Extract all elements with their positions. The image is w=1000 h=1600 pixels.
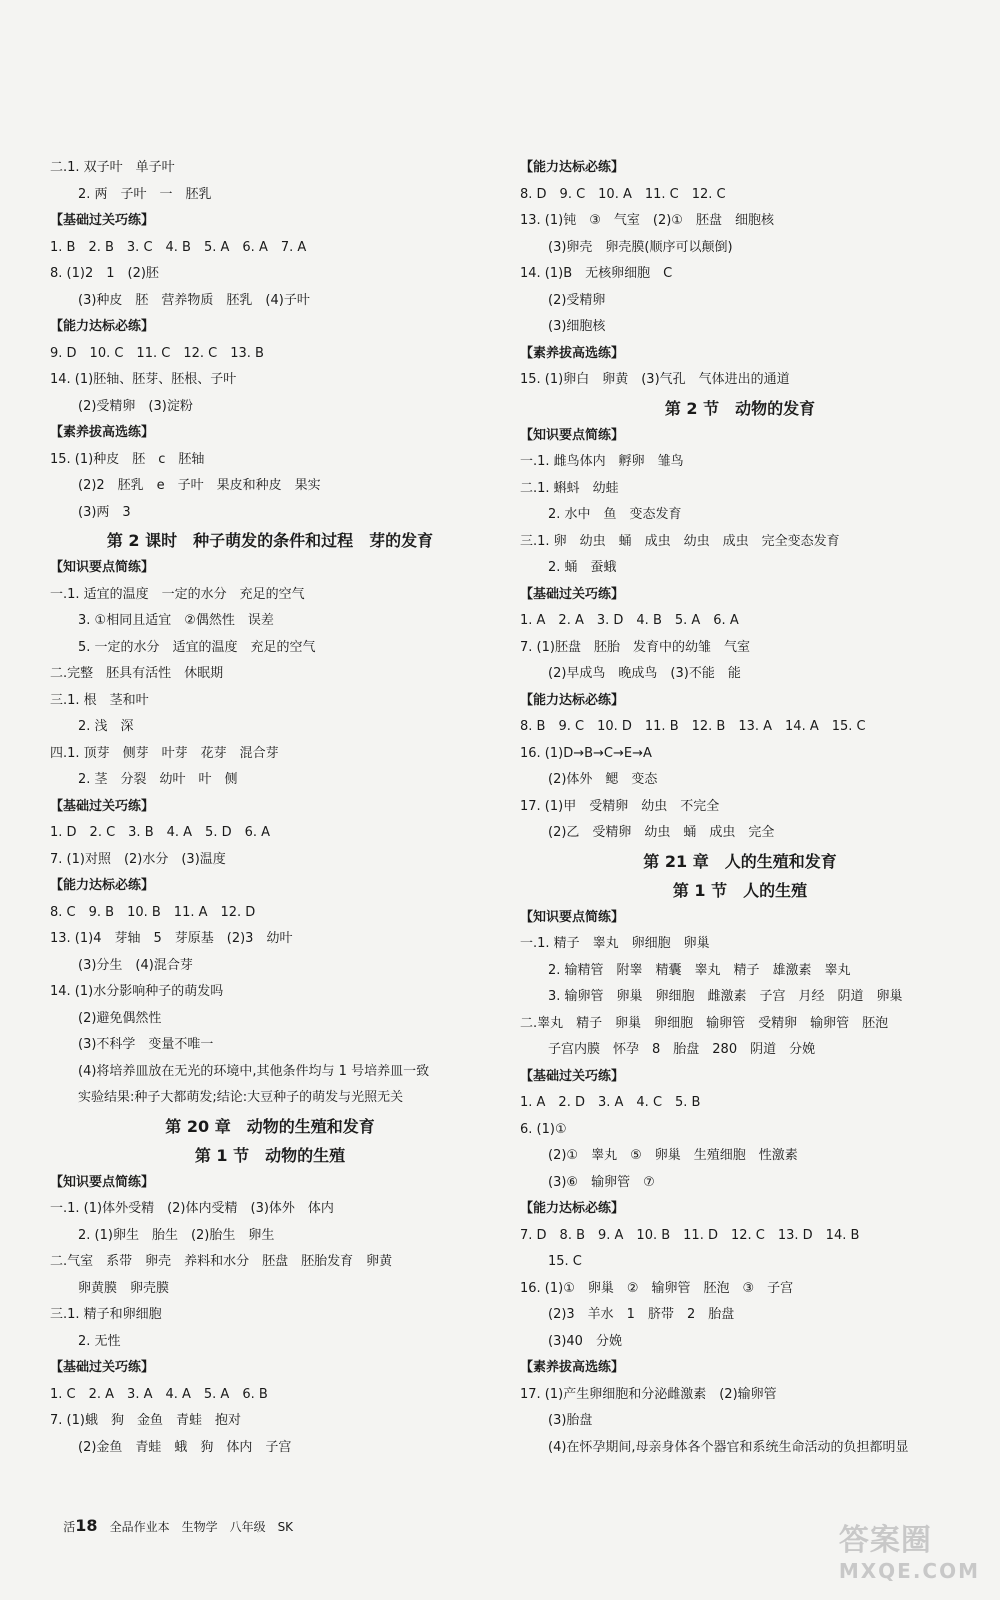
answer-line: 3. 输卵管 卵巢 卵细胞 雌激素 子宫 月经 阴道 卵巢	[548, 989, 903, 1004]
answer-line: 15. (1)卵白 卵黄 (3)气孔 气体进出的通道	[520, 372, 790, 387]
answer-line: 7. (1)蛾 狗 金鱼 青蛙 抱对	[50, 1413, 241, 1428]
answer-line: 二.睾丸 精子 卵巢 卵细胞 输卵管 受精卵 输卵管 胚泡	[520, 1015, 889, 1031]
exercise-heading: 【素养拔高选练】	[520, 1360, 625, 1375]
answer-line: 一.1. 精子 睾丸 卵细胞 卵巢	[520, 936, 710, 951]
section-title: 第 21 章 人的生殖和发育	[643, 851, 837, 871]
answer-line: 8. D 9. C 10. A 11. C 12. C	[520, 186, 726, 202]
answer-line: 一.1. 雌鸟体内 孵卵 雏鸟	[520, 454, 684, 469]
answer-line: 8. B 9. C 10. D 11. B 12. B 13. A 14. A 15. C	[520, 719, 866, 734]
answer-line: 二.完整 胚具有活性 休眠期	[50, 666, 224, 681]
answer-line: (2)3 羊水 1 脐带 2 胎盘	[548, 1307, 735, 1322]
answer-line: 7. (1)对照 (2)水分 (3)温度	[50, 851, 226, 867]
answer-line: 13. (1)4 芽轴 5 芽原基 (2)3 幼叶	[50, 931, 293, 946]
answer-line: 1. A 2. D 3. A 4. C 5. B	[520, 1095, 701, 1110]
section-title: 第 2 节 动物的发育	[664, 398, 816, 418]
answer-line: 1. C 2. A 3. A 4. A 5. A 6. B	[50, 1386, 268, 1402]
exercise-heading: 【知识要点简练】	[50, 560, 155, 575]
exercise-heading: 【基础过关巧练】	[50, 213, 155, 228]
answer-line: 14. (1)B 无核卵细胞 C	[520, 266, 673, 281]
section-title: 第 20 章 动物的生殖和发育	[165, 1116, 375, 1136]
answer-line: (2)乙 受精卵 幼虫 蛹 成虫 完全	[548, 825, 775, 840]
answer-line: 一.1. (1)体外受精 (2)体内受精 (3)体外 体内	[50, 1201, 334, 1216]
answer-line: 2. 无性	[78, 1333, 121, 1349]
exercise-heading: 【知识要点简练】	[520, 427, 625, 443]
exercise-heading: 【基础过关巧练】	[520, 1068, 625, 1084]
exercise-heading: 【素养拔高选练】	[50, 425, 155, 440]
book-title: 全品作业本 生物学 八年级 SK	[109, 1520, 294, 1534]
watermark-url: MXQE.COM	[838, 1559, 980, 1583]
section-title: 第 1 节 人的生殖	[672, 880, 808, 900]
answer-line: (2)金鱼 青蛙 蛾 狗 体内 子宫	[78, 1439, 292, 1455]
exercise-heading: 【基础过关巧练】	[50, 1360, 155, 1375]
answer-line: 2. 浅 深	[78, 719, 134, 734]
answer-line: 2. 蛹 蚕蛾	[548, 560, 617, 575]
answer-line: 卵黄膜 卵壳膜	[78, 1280, 170, 1296]
answer-line: 2. 茎 分裂 幼叶 叶 侧	[78, 772, 238, 787]
exercise-heading: 【能力达标必练】	[50, 878, 155, 893]
answer-line: 一.1. 适宜的温度 一定的水分 充足的空气	[50, 586, 305, 602]
answer-line: 三.1. 精子和卵细胞	[50, 1307, 162, 1322]
answer-line: 实验结果:种子大都萌发;结论:大豆种子的萌发与光照无关	[78, 1090, 404, 1105]
answer-line: (3)细胞核	[548, 319, 606, 334]
answer-line: (3)胎盘	[548, 1413, 593, 1428]
answer-line: (4)在怀孕期间,母亲身体各个器官和系统生命活动的负担都明显	[548, 1439, 909, 1455]
answer-line: 2. (1)卵生 胎生 (2)胎生 卵生	[78, 1227, 275, 1243]
answer-line: 15. C	[548, 1254, 582, 1269]
answer-line: (2)早成鸟 晚成鸟 (3)不能 能	[548, 666, 741, 681]
page-number: 18	[75, 1516, 98, 1535]
answer-line: (2)受精卵 (3)淀粉	[78, 398, 193, 414]
left-column	[50, 155, 490, 1461]
answer-line: (3)卵壳 卵壳膜(顺序可以颠倒)	[548, 239, 733, 255]
answer-line: (3)⑥ 输卵管 ⑦	[548, 1174, 655, 1190]
answer-line: 1. A 2. A 3. D 4. B 5. A 6. A	[520, 613, 739, 628]
exercise-heading: 【基础过关巧练】	[50, 798, 155, 814]
answer-line: 17. (1)甲 受精卵 幼虫 不完全	[520, 798, 720, 814]
answer-line: 四.1. 顶芽 侧芽 叶芽 花芽 混合芽	[50, 745, 279, 761]
exercise-heading: 【能力达标必练】	[50, 319, 155, 334]
exercise-heading: 【基础过关巧练】	[520, 586, 625, 602]
answer-line: 2. 两 子叶 一 胚乳	[78, 186, 212, 202]
answer-line: 13. (1)钝 ③ 气室 (2)① 胚盘 细胞核	[520, 213, 774, 228]
answer-line: (2)体外 鳃 变态	[548, 772, 658, 787]
exercise-heading: 【能力达标必练】	[520, 160, 625, 175]
answer-line: 三.1. 根 茎和叶	[50, 692, 149, 708]
answer-line: 子宫内膜 怀孕 8 胎盘 280 阴道 分娩	[548, 1042, 816, 1057]
exercise-heading: 【知识要点简练】	[50, 1174, 155, 1190]
answer-line: 9. D 10. C 11. C 12. C 13. B	[50, 345, 264, 361]
answer-line: 14. (1)胚轴、胚芽、胚根、子叶	[50, 372, 237, 387]
answer-line: (2)① 睾丸 ⑤ 卵巢 生殖细胞 性激素	[548, 1148, 798, 1163]
answer-line: (2)2 胚乳 e 子叶 果皮和种皮 果实	[78, 478, 321, 493]
right-column	[520, 155, 960, 1461]
answer-line: 二.气室 系带 卵壳 养料和水分 胚盘 胚胎发育 卵黄	[50, 1254, 393, 1269]
exercise-heading: 【知识要点简练】	[520, 909, 625, 925]
watermark-text: 答案圈	[838, 1523, 932, 1558]
answer-line: 17. (1)产生卵细胞和分泌雌激素 (2)输卵管	[520, 1386, 777, 1402]
answer-line: (3)分生 (4)混合芽	[78, 957, 193, 973]
answer-line: 8. (1)2 1 (2)胚	[50, 266, 159, 281]
section-title: 第 1 节 动物的生殖	[194, 1145, 346, 1165]
answer-line: 16. (1)① 卵巢 ② 输卵管 胚泡 ③ 子宫	[520, 1280, 794, 1296]
exercise-heading: 【素养拔高选练】	[520, 345, 625, 361]
answer-line: 1. B 2. B 3. C 4. B 5. A 6. A 7. A	[50, 239, 307, 255]
answer-line: 1. D 2. C 3. B 4. A 5. D 6. A	[50, 825, 271, 840]
exercise-heading: 【能力达标必练】	[520, 692, 625, 708]
section-title: 第 2 课时 种子萌发的条件和过程 芽的发育	[106, 531, 434, 550]
answer-line: 2. 输精管 附睾 精囊 睾丸 精子 雄激素 睾丸	[548, 962, 851, 978]
answer-line: (3)两 3	[78, 504, 131, 520]
footer-prefix: 活	[63, 1520, 76, 1534]
answer-line: 14. (1)水分影响种子的萌发吗	[50, 984, 224, 999]
answer-line: 二.1. 双子叶 单子叶	[50, 160, 175, 175]
answer-line: 三.1. 卵 幼虫 蛹 成虫 幼虫 成虫 完全变态发育	[520, 533, 840, 549]
watermark-logo	[839, 1515, 980, 1583]
answer-line: 6. (1)①	[520, 1121, 567, 1137]
page-footer	[48, 1502, 293, 1549]
answer-line: 7. (1)胚盘 胚胎 发育中的幼雏 气室	[520, 639, 750, 655]
answer-line: 5. 一定的水分 适宜的温度 充足的空气	[78, 639, 316, 655]
answer-line: (4)将培养皿放在无光的环境中,其他条件均与 1 号培养皿一致	[78, 1063, 430, 1079]
answer-line: (3)40 分娩	[548, 1333, 622, 1349]
answer-line: 8. C 9. B 10. B 11. A 12. D	[50, 904, 256, 920]
answer-line: (3)种皮 胚 营养物质 胚乳 (4)子叶	[78, 292, 310, 308]
answer-line: (2)受精卵	[548, 292, 606, 308]
answer-line: 2. 水中 鱼 变态发育	[548, 507, 682, 522]
answer-line: 二.1. 蝌蚪 幼蛙	[520, 480, 619, 496]
answer-line: (3)不科学 变量不唯一	[78, 1037, 214, 1052]
answer-line: 3. ①相同且适宜 ②偶然性 误差	[78, 613, 274, 628]
answer-line: 7. D 8. B 9. A 10. B 11. D 12. C 13. D 14. B	[520, 1227, 860, 1243]
answer-line: 15. (1)种皮 胚 c 胚轴	[50, 451, 205, 467]
exercise-heading: 【能力达标必练】	[520, 1201, 625, 1216]
answer-line: (2)避免偶然性	[78, 1010, 162, 1026]
answer-line: 16. (1)D→B→C→E→A	[520, 745, 652, 761]
